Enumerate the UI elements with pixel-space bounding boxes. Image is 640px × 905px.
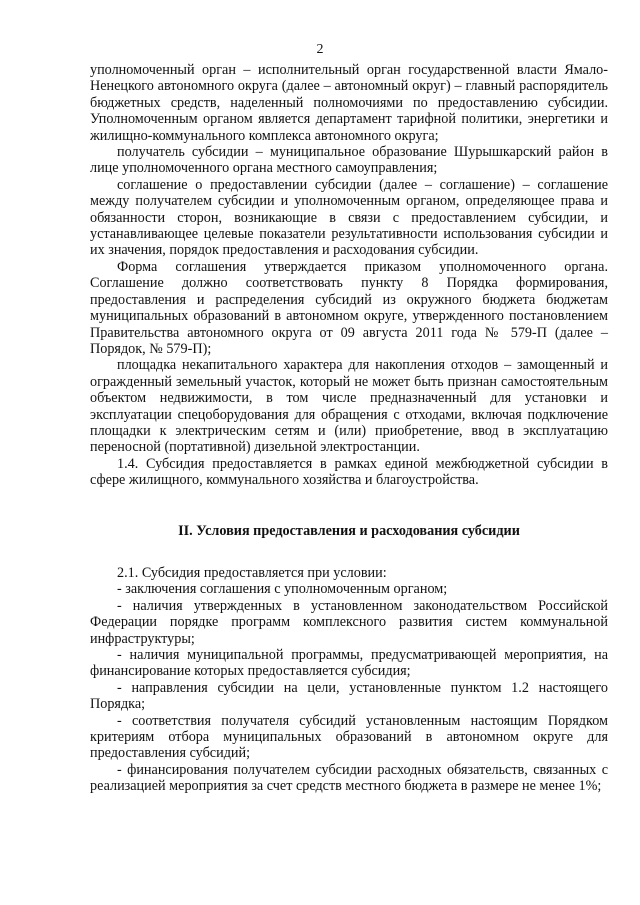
- paragraph: получатель субсидии – муниципальное образование Шурышкарский район в лице уполномоченного органа местного самоуправления;: [90, 144, 608, 177]
- paragraph: 2.1. Субсидия предоставляется при условии:: [117, 564, 387, 581]
- list-item: - финансирования получателем субсидии расходных обязательств, связанных с реализацией мероприятия за счет средств местного бюджета в размере не менее 1%;: [90, 761, 608, 795]
- paragraph: соглашение о предоставлении субсидии (далее – соглашение) – соглашение между получателем субсидии и уполномоченным органом, определяющее права и обязанности сторон, возникающие в связи с предоставлением субсидии, и устанавливающее целевые показатели результативности использования субсидии и их значения, порядок предоставления и расходования субсидии.: [90, 176, 608, 259]
- paragraph: 1.4. Субсидия предоставляется в рамках единой межбюджетной субсидии в сфере жилищного, коммунального хозяйства и благоустройства.: [90, 455, 608, 489]
- paragraph: Форма соглашения утверждается приказом уполномоченного органа. Соглашение должно соответствовать пункту 8 Порядка формирования, предоставления и распределения субсидий из окружного бюджета бюджетам муниципальных образований в автономном округе, утвержденного постановлением Правительства автономного округа от 09 августа 2011 года № 579-П (далее – Порядок, № 579-П);: [90, 258, 608, 357]
- paragraph: уполномоченный орган – исполнительный орган государственной власти Ямало-Ненецкого автономного округа (далее – автономный округ) – главный распорядитель бюджетных средств, наделенный полномочиями по предоставлению субсидии. Уполномоченным органом является департамент тарифной политики, энергетики и жилищно-коммунального комплекса автономного округа;: [90, 62, 608, 144]
- list-item: - наличия утвержденных в установленном законодательством Российской Федерации порядке программ комплексного развития систем коммунальной инфраструктуры;: [90, 597, 608, 647]
- list-item: - наличия муниципальной программы, предусматривающей мероприятия, на финансирование которых предоставляется субсидия;: [90, 647, 608, 680]
- section-heading: II. Условия предоставления и расходования субсидии: [178, 522, 520, 539]
- list-item: - заключения соглашения с уполномоченным органом;: [117, 581, 448, 598]
- list-item: - направления субсидии на цели, установленные пунктом 1.2 настоящего Порядка;: [90, 679, 608, 713]
- paragraph: площадка некапитального характера для накопления отходов – замощенный и огражденный земельный участок, который не может быть признан самостоятельным объектом недвижимости, в том числе предназначенный для установки и эксплуатации спецоборудования для обращения с отходами, включая подключение площадки к электрическим сетям и (или) приобретение, ввод в эксплуатацию переносной (портативной) дизельной электростанции.: [90, 357, 608, 456]
- list-item: - соответствия получателя субсидий установленным настоящим Порядком критериям отбора муниципальных образований в автономном округе для предоставления субсидий;: [90, 712, 608, 762]
- document-body: [90, 62, 608, 795]
- page-number: 2: [316, 42, 324, 57]
